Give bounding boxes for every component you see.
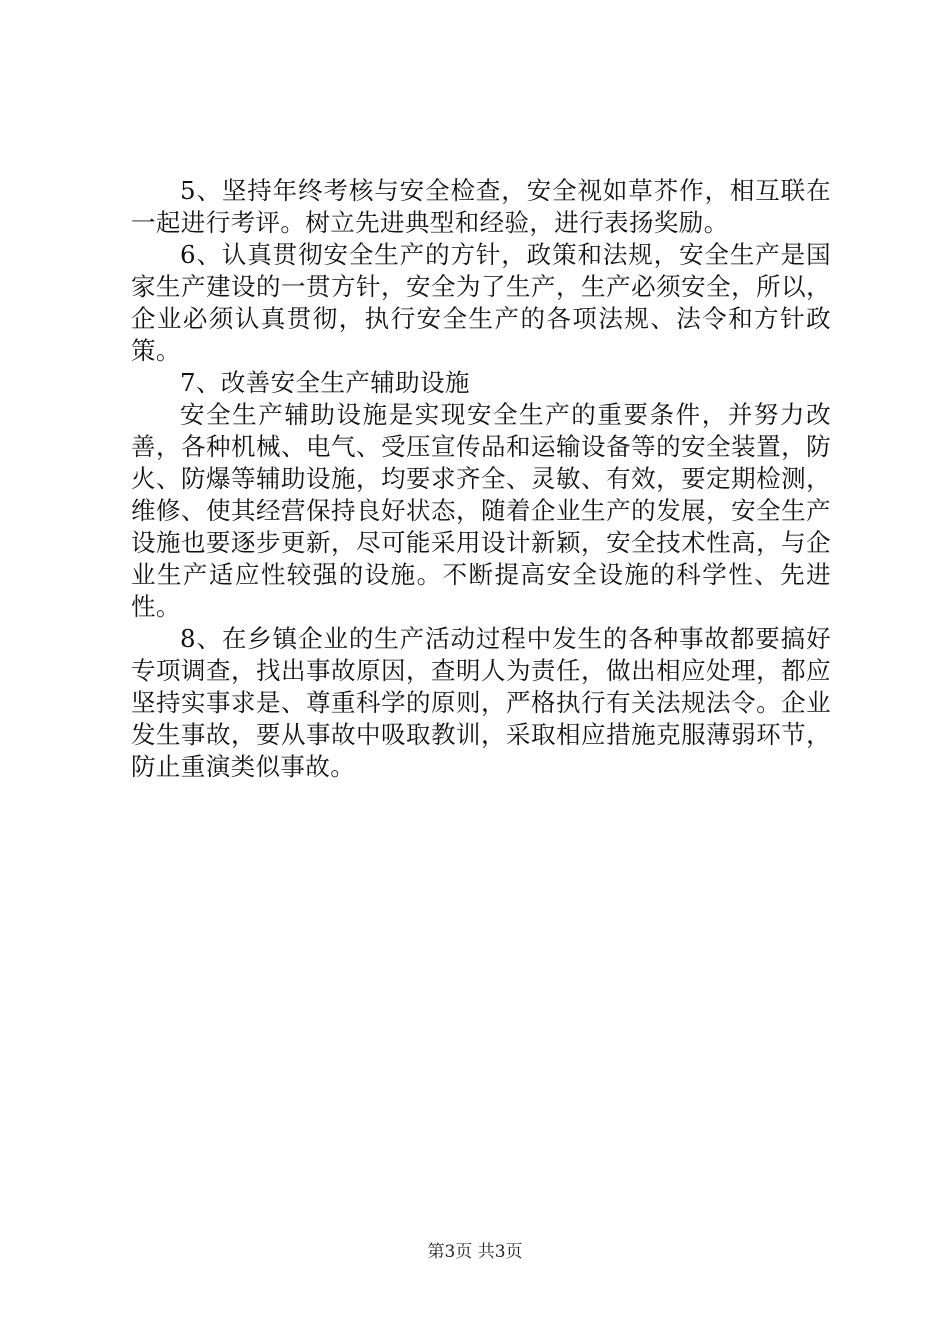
paragraph-7-heading: 7、改善安全生产辅助设施 bbox=[180, 368, 470, 397]
paragraph-6: 6、认真贯彻安全生产的方针，政策和法规，安全生产是国家生产建设的一贯方针，安全为了生产，生产必须安全，所以，企业必须认真贯彻，执行安全生产的各项法规、法令和方针政策。 bbox=[131, 240, 831, 365]
paragraph-5: 5、坚持年终考核与安全检查，安全视如草芥作，相互联在一起进行考评。树立先进典型和经验，进行表扬奖励。 bbox=[131, 176, 831, 237]
document-body bbox=[131, 175, 831, 783]
page-footer: 第3页 共3页 bbox=[427, 1242, 523, 1262]
paragraph-7-body: 安全生产辅助设施是实现安全生产的重要条件，并努力改善，各种机械、电气、受压宣传品和运输设备等的安全装置，防火、防爆等辅助设施，均要求齐全、灵敏、有效，要定期检测，维修、使其经营保持良好状态，随着企业生产的发展，安全生产设施也要逐步更新，尽可能采用设计新颖，安全技术性高，与企业生产适应性较强的设施。不断提高安全设施的科学性、先进性。 bbox=[131, 400, 831, 621]
paragraph-8: 8、在乡镇企业的生产活动过程中发生的各种事故都要搞好专项调查，找出事故原因，查明人为责任，做出相应处理，都应坚持实事求是、尊重科学的原则，严格执行有关法规法令。企业发生事故，要从事故中吸取教训，采取相应措施克服薄弱环节，防止重演类似事故。 bbox=[131, 624, 831, 781]
